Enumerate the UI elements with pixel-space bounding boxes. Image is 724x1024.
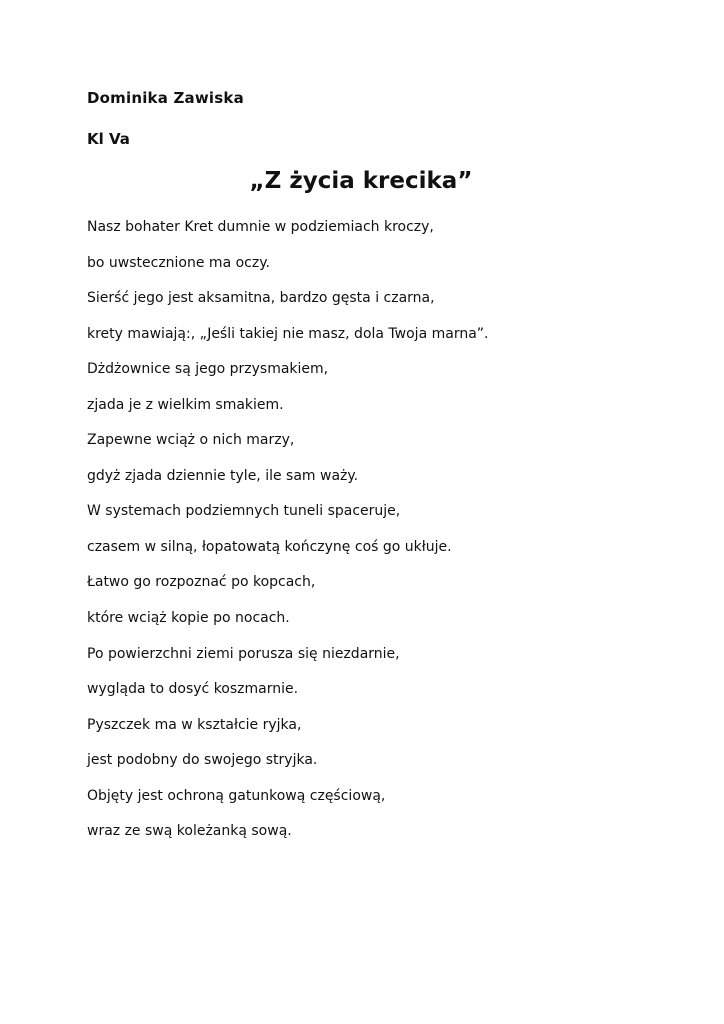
poem-line: wygląda to dosyć koszmarnie.: [87, 681, 299, 698]
poem-line: Łatwo go rozpoznać po kopcach,: [87, 574, 316, 591]
poem-line: krety mawiają:, „Jeśli takiej nie masz, dola Twoja marna”.: [87, 325, 489, 342]
poem-line: Dżdżownice są jego przysmakiem,: [87, 361, 329, 378]
poem-line: jest podobny do swojego stryjka.: [87, 752, 318, 769]
poem-title: [0, 168, 724, 194]
poem-line: wraz ze swą koleżanką sową.: [87, 823, 292, 840]
poem-title-text: „Z życia krecika”: [249, 168, 473, 194]
poem-line: Sierść jego jest aksamitna, bardzo gęsta i czarna,: [87, 290, 435, 307]
poem-line: które wciąż kopie po nocach.: [87, 610, 290, 627]
poem-line: czasem w silną, łopatowatą kończynę coś go ukłuje.: [87, 538, 452, 555]
poem-line: W systemach podziemnych tuneli spaceruje,: [87, 503, 401, 520]
poem-line: Objęty jest ochroną gatunkową częściową,: [87, 787, 386, 804]
poem-line: Pyszczek ma w kształcie ryjka,: [87, 716, 302, 733]
poem-line: Nasz bohater Kret dumnie w podziemiach kroczy,: [87, 219, 434, 235]
poem-line: Po powierzchni ziemi porusza się niezdarnie,: [87, 645, 400, 662]
poem-line: zjada je z wielkim smakiem.: [87, 396, 284, 413]
poem-line: bo uwstecznione ma oczy.: [87, 254, 270, 271]
poem-body: [87, 217, 488, 857]
author-name: Dominika Zawiska: [87, 89, 244, 107]
poem-line: gdyż zjada dziennie tyle, ile sam waży.: [87, 467, 359, 484]
class-label: Kl Va: [87, 130, 130, 148]
poem-line: Zapewne wciąż o nich marzy,: [87, 432, 295, 449]
